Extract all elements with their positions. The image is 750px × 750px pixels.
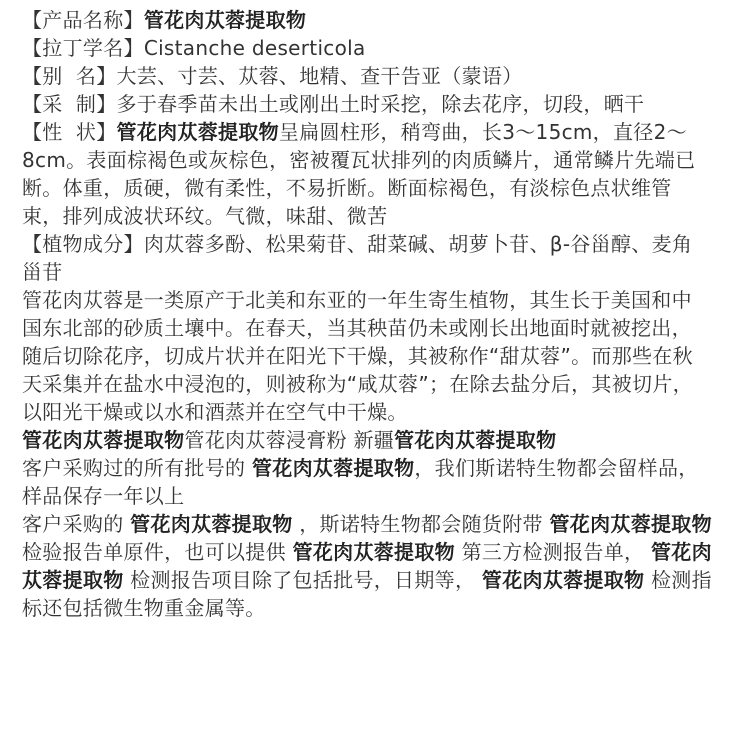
- report-product-name-2: 管花肉苁蓉提取物: [549, 512, 712, 536]
- sample-paragraph: [22, 454, 712, 510]
- preparation-value: 多于春季苗未出土或刚出土时采挖，除去花序，切段，晒干: [116, 92, 645, 116]
- report-text-5: 检测报告项目除了包括批号，日期等，: [123, 568, 482, 592]
- preparation-line: [22, 90, 712, 118]
- properties-paragraph: [22, 118, 712, 230]
- alias-line: [22, 62, 712, 90]
- keyword-bold-2: 管花肉苁蓉提取物: [394, 428, 557, 452]
- keywords-line: [22, 426, 712, 454]
- report-product-name-4: 管花肉苁蓉提取物: [22, 540, 712, 592]
- components-value: 肉苁蓉多酚、松果菊苷、甜菜碱、胡萝卜苷、β-谷甾醇、麦角甾苷: [22, 232, 693, 284]
- latin-name-line: [22, 34, 712, 62]
- report-paragraph: [22, 510, 719, 622]
- report-text-4: 第三方检测报告单，: [454, 540, 651, 564]
- properties-product-name: 管花肉苁蓉提取物: [116, 120, 279, 144]
- description-text: 管花肉苁蓉是一类原产于北美和东亚的一年生寄生植物，其生长于美国和中国东北部的砂质土壤中。在春天，当其秧苗仍未或刚长出地面时就被挖出，随后切除花序，切成片状并在阳光下干燥，其被称作“甜苁蓉”。而那些在秋天采集并在盐水中浸泡的，则被称为“咸苁蓉”；在除去盐分后，其被切片，以阳光干燥或以水和酒蒸并在空气中干燥。: [22, 288, 693, 424]
- product-name-label: 【产品名称】: [22, 8, 144, 32]
- keyword-bold-1: 管花肉苁蓉提取物: [22, 428, 185, 452]
- description-paragraph: [22, 286, 712, 426]
- sample-product-name: 管花肉苁蓉提取物: [251, 456, 415, 480]
- properties-text: 呈扁圆柱形，稍弯曲，长3～15cm，直径2～8cm。表面棕褐色或灰棕色，密被覆瓦状排列的肉质鳞片，通常鳞片先端已断。体重，质硬，微有柔性，不易折断。断面棕褐色，有淡棕色点状维管束，排列成波状环纹。气微，味甜、微苦: [22, 120, 696, 228]
- sample-pre: 客户采购过的所有批号的: [22, 456, 252, 480]
- product-description: [22, 6, 719, 622]
- preparation-label: 【采 制】: [22, 92, 117, 116]
- report-product-name-1: 管花肉苁蓉提取物: [130, 512, 293, 536]
- report-text-3: 检验报告单原件，也可以提供: [22, 512, 719, 564]
- keyword-mid: 管花肉苁蓉浸膏粉 新疆: [184, 428, 395, 452]
- properties-label: 【性 状】: [22, 120, 117, 144]
- product-name-line: [22, 6, 712, 34]
- report-text-6: 检测指标还包括微生物重金属等。: [22, 568, 712, 620]
- components-label: 【植物成分】: [22, 232, 144, 256]
- latin-name-label: 【拉丁学名】: [22, 36, 144, 60]
- latin-name-value: Cistanche deserticola: [143, 36, 366, 60]
- report-product-name-5: 管花肉苁蓉提取物: [481, 568, 645, 592]
- product-name-value: 管花肉苁蓉提取物: [143, 8, 307, 32]
- components-paragraph: [22, 230, 712, 286]
- alias-value: 大芸、寸芸、苁蓉、地精、查干告亚（蒙语）: [116, 64, 523, 88]
- report-text-1: 客户采购的: [22, 512, 131, 536]
- alias-label: 【别 名】: [22, 64, 117, 88]
- sample-post: ，我们斯诺特生物都会留样品，样品保存一年以上: [22, 456, 699, 508]
- report-text-2: ，斯诺特生物都会随货附带: [292, 512, 550, 536]
- report-product-name-3: 管花肉苁蓉提取物: [292, 540, 455, 564]
